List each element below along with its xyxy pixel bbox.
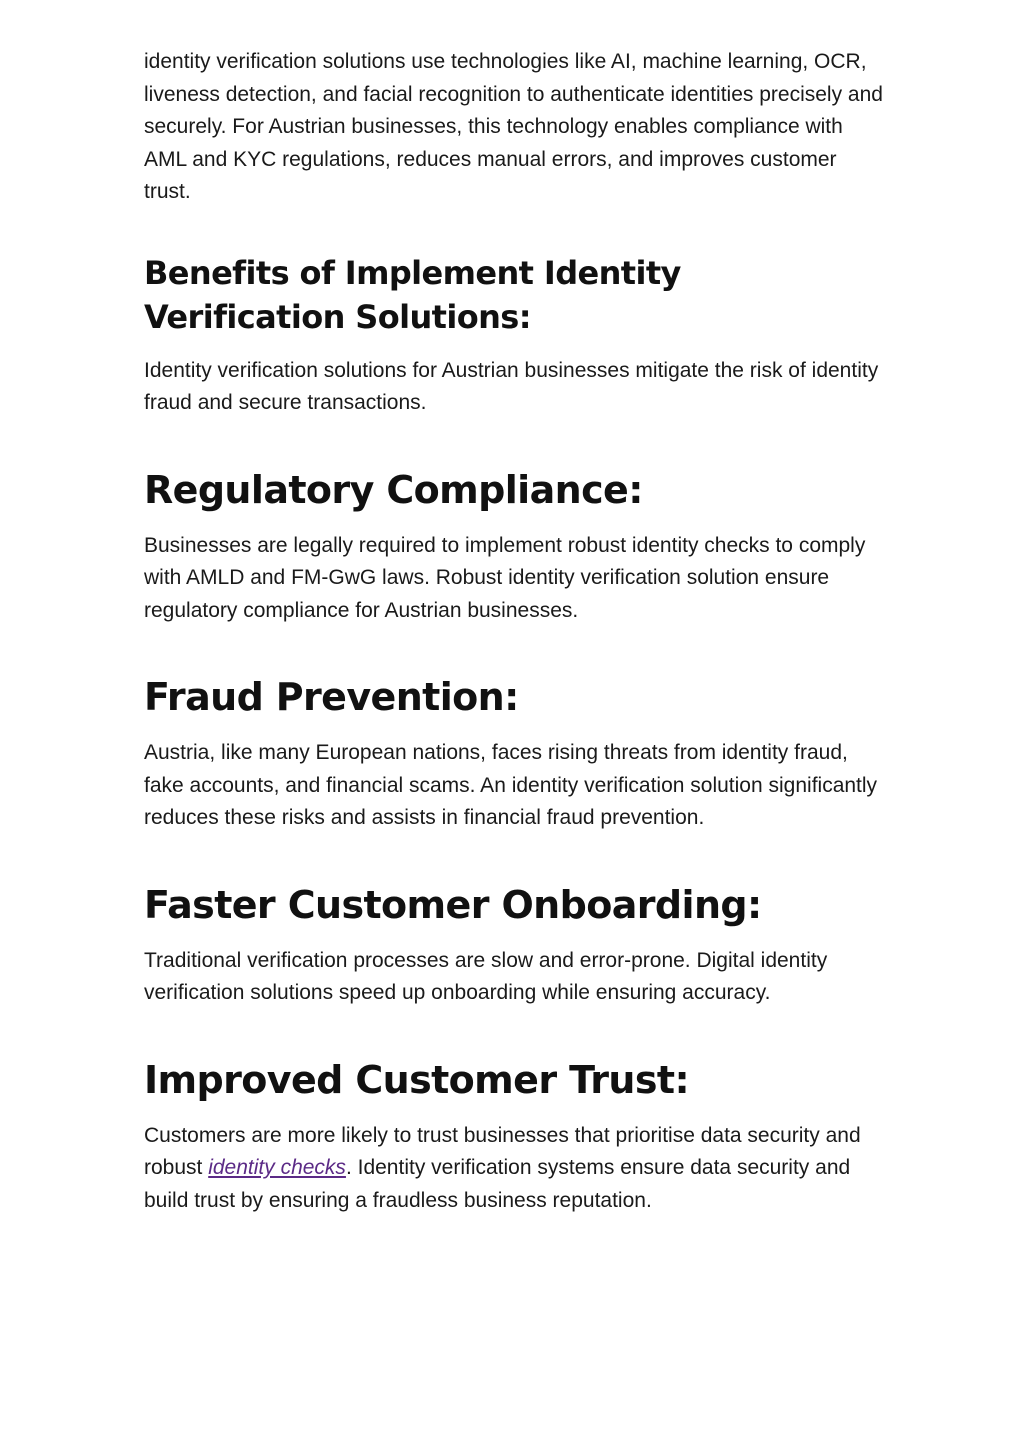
regulatory-compliance-paragraph: Businesses are legally required to implement robust identity checks to comply with AMLD and FM-GwG laws. Robust identity verification solution ensure regulatory compliance for Austrian businesses. bbox=[144, 533, 866, 622]
benefits-heading: Benefits of Implement Identity Verification Solutions: bbox=[144, 253, 681, 336]
intro-paragraph: identity verification solutions use technologies like AI, machine learning, OCR, liveness detection, and facial recognition to authenticate identities precisely and securely. For Austrian businesses, this technology enables compliance with AML and KYC regulations, reduces manual errors, and improves customer trust. bbox=[144, 50, 883, 203]
identity-checks-link[interactable]: identity checks bbox=[208, 1156, 346, 1179]
customer-trust-paragraph bbox=[144, 1120, 884, 1218]
benefits-paragraph: Identity verification solutions for Austrian businesses mitigate the risk of identity fraud and secure transactions. bbox=[144, 358, 879, 414]
regulatory-compliance-heading: Regulatory Compliance: bbox=[144, 467, 643, 512]
customer-trust-text-after: . Identity verification systems ensure data security and build trust by ensuring a fraudless business reputation. bbox=[144, 1156, 851, 1212]
fraud-prevention-paragraph: Austria, like many European nations, faces rising threats from identity fraud, fake accounts, and financial scams. An identity verification solution significantly reduces these risks and assists in financial fraud prevention. bbox=[144, 741, 878, 829]
document-page bbox=[144, 46, 884, 1217]
customer-trust-heading: Improved Customer Trust: bbox=[144, 1057, 690, 1102]
faster-onboarding-paragraph: Traditional verification processes are slow and error-prone. Digital identity verification solutions speed up onboarding while ensuring accuracy. bbox=[144, 948, 828, 1004]
faster-onboarding-heading: Faster Customer Onboarding: bbox=[144, 882, 762, 927]
customer-trust-text-before: Customers are more likely to trust businesses that prioritise data security and robust bbox=[144, 1123, 861, 1179]
fraud-prevention-heading: Fraud Prevention: bbox=[144, 675, 519, 719]
